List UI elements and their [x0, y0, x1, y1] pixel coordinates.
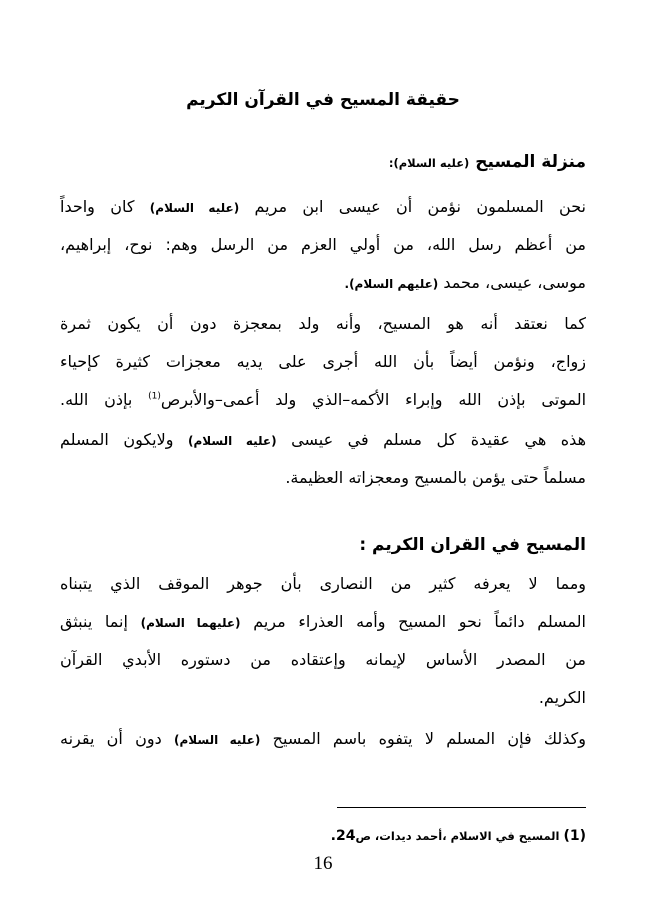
page-title: حقيقة المسيح في القرآن الكريم	[186, 90, 460, 110]
text-run: دون أن يقرنه	[60, 729, 162, 748]
footnote	[331, 828, 586, 844]
text-run: إنما ينبثق	[60, 612, 128, 631]
honorific: (عليه السلام)	[174, 733, 261, 747]
section1-heading-text: منزلة المسيح	[475, 152, 586, 172]
paragraph-line	[60, 430, 586, 449]
text-run: الموتى بإذن الله وإبراء الأكمه–الذي ولد أعمى–والأبرص	[160, 390, 587, 409]
text-run: ولايكون المسلم	[60, 430, 174, 449]
text-run: كان واحداً	[60, 197, 135, 216]
paragraph-line: كما نعتقد أنه هو المسيح، وأنه ولد بمعجزة دون أن يكون ثمرة	[60, 314, 586, 333]
honorific: (عليه السلام)	[188, 434, 277, 448]
text-run: موسى، عيسى، محمد	[443, 273, 586, 292]
section2-heading: المسيح في القران الكريم :	[359, 535, 586, 555]
page-number: 16	[313, 853, 333, 874]
paragraph-line: ومما لا يعرفه كثير من النصارى بأن جوهر الموقف الذي يتبناه	[60, 574, 586, 593]
footnote-marker: (1)	[148, 391, 161, 402]
honorific: (عليهم السلام).	[344, 277, 439, 291]
paragraph-line	[60, 197, 586, 216]
footnote-divider	[337, 807, 586, 808]
text-run: هذه هي عقيدة كل مسلم في عيسى	[291, 430, 586, 449]
paragraph-line: مسلماً حتى يؤمن بالمسيح ومعجزاته العظيمة.	[285, 468, 586, 487]
paragraph-line: من أعظم رسل الله، من أولي العزم من الرسل وهم: نوح، إبراهيم،	[60, 235, 586, 254]
paragraph-line: زواج، ونؤمن أيضاً بأن الله أجرى على يديه معجزات كثيرة كإحياء	[60, 352, 586, 371]
paragraph-line	[60, 612, 586, 631]
honorific: (عليهما السلام)	[140, 616, 241, 630]
text-run: بإذن الله.	[60, 390, 133, 409]
footnote-text: المسيح في الاسلام ،أحمد ديدات، ص	[355, 829, 560, 843]
section1-heading-note: (عليه السلام):	[388, 156, 470, 170]
honorific: (عليه السلام)	[149, 201, 240, 215]
footnote-page: 24.	[330, 828, 356, 844]
paragraph-line: من المصدر الأساس لإيمانه وإعتقاده من دستوره الأبدي القرآن	[60, 650, 586, 669]
paragraph-line	[60, 729, 586, 748]
footnote-number: (1)	[563, 828, 586, 844]
text-run: وكذلك فإن المسلم لا يتفوه باسم المسيح	[272, 729, 586, 748]
text-run: المسلم دائماً نحو المسيح وأمه العذراء مريم	[253, 612, 587, 631]
paragraph-line	[60, 273, 586, 292]
text-run: نحن المسلمون نؤمن أن عيسى ابن مريم	[254, 197, 587, 216]
paragraph-line: الكريم.	[538, 688, 586, 707]
paragraph-line	[60, 390, 586, 409]
section1-heading	[389, 152, 586, 172]
